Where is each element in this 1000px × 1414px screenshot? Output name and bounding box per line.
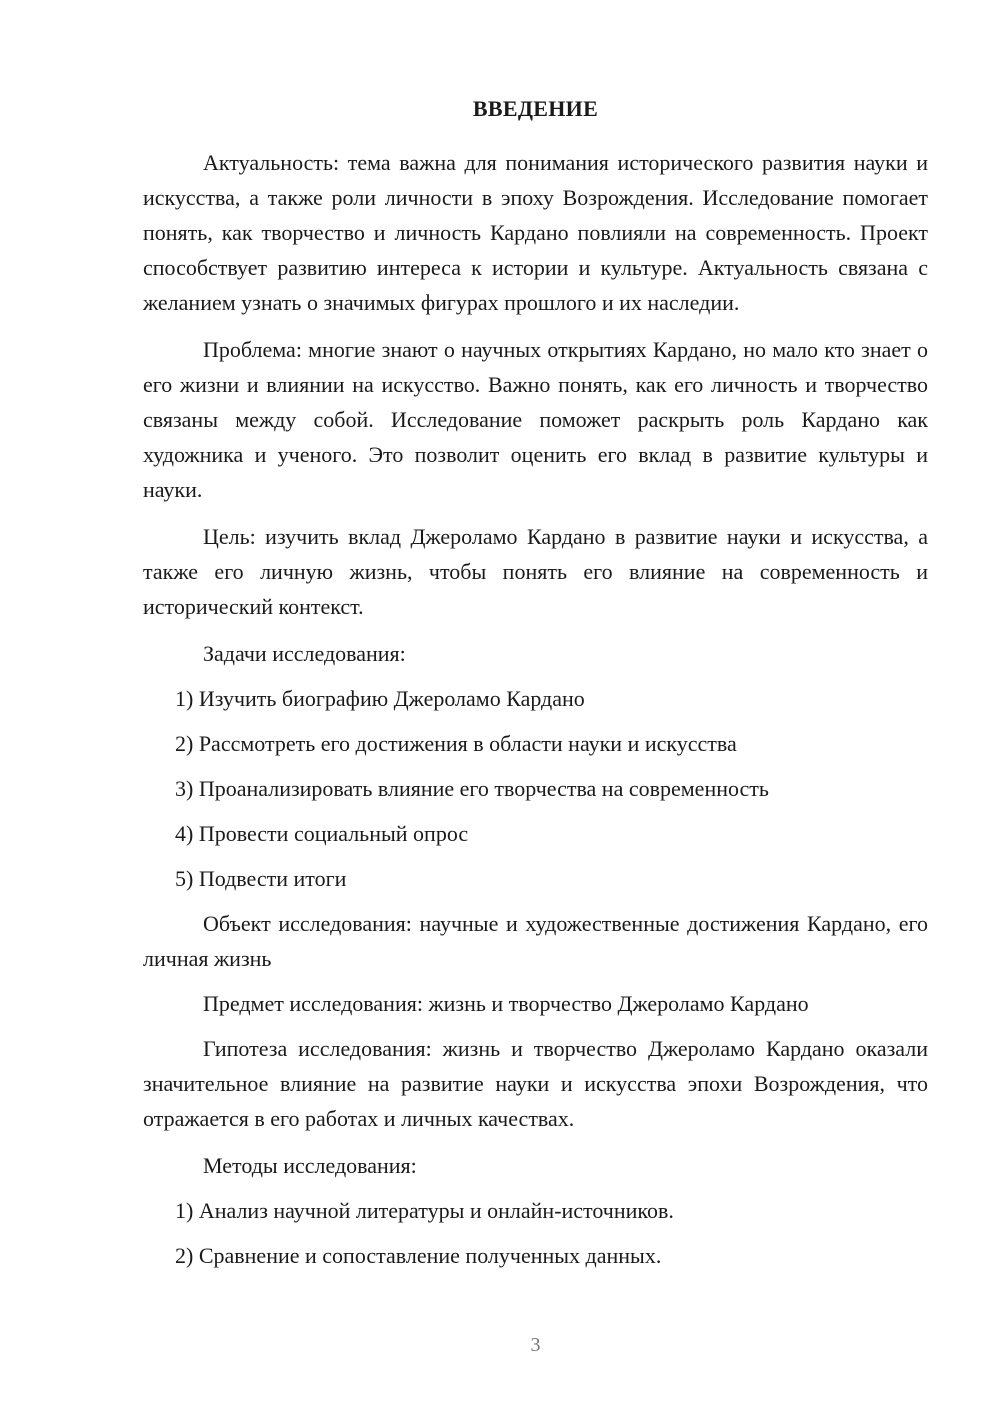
- hypothesis-paragraph: Гипотеза исследования: жизнь и творчество Джероламо Кардано оказали значительное влияние на развитие науки и искусства эпохи Возрождения, что отражается в его работах и личных качествах.: [143, 1036, 928, 1131]
- method-item: 1) Анализ научной литературы и онлайн-источников.: [175, 1198, 674, 1223]
- page-title: ВВЕДЕНИЕ: [472, 96, 599, 121]
- problem-paragraph: Проблема: многие знают о научных открытиях Кардано, но мало кто знает о его жизни и влиянии на искусство. Важно понять, как его личность и творчество связаны между собой. Исследование поможет раскрыть роль Кардано как художника и ученого. Это позволит оценить его вклад в развитие культуры и науки.: [143, 337, 928, 502]
- tasks-heading: Задачи исследования:: [203, 641, 406, 666]
- page-body: [143, 145, 928, 1273]
- subject-paragraph: Предмет исследования: жизнь и творчество Джероламо Кардано: [203, 991, 809, 1016]
- document-page: [143, 0, 928, 1414]
- methods-heading: Методы исследования:: [203, 1153, 417, 1178]
- task-item: 5) Подвести итоги: [175, 866, 347, 891]
- object-paragraph: Объект исследования: научные и художественные достижения Кардано, его личная жизнь: [143, 911, 928, 971]
- task-item: 1) Изучить биографию Джероламо Кардано: [175, 686, 585, 711]
- task-item: 3) Проанализировать влияние его творчества на современность: [175, 776, 769, 801]
- method-item: 2) Сравнение и сопоставление полученных данных.: [175, 1243, 662, 1268]
- task-item: 4) Провести социальный опрос: [175, 821, 469, 846]
- relevance-paragraph: Актуальность: тема важна для понимания исторического развития науки и искусства, а также роли личности в эпоху Возрождения. Исследование помогает понять, как творчество и личность Кардано повлияли на современность. Проект способствует развитию интереса к истории и культуре. Актуальность связана с желанием узнать о значимых фигурах прошлого и их наследии.: [143, 150, 928, 315]
- page-number: 3: [530, 1334, 541, 1356]
- task-item: 2) Рассмотреть его достижения в области науки и искусства: [175, 731, 737, 756]
- goal-paragraph: Цель: изучить вклад Джероламо Кардано в развитие науки и искусства, а также его личную жизнь, чтобы понять его влияние на современность и исторический контекст.: [143, 524, 928, 619]
